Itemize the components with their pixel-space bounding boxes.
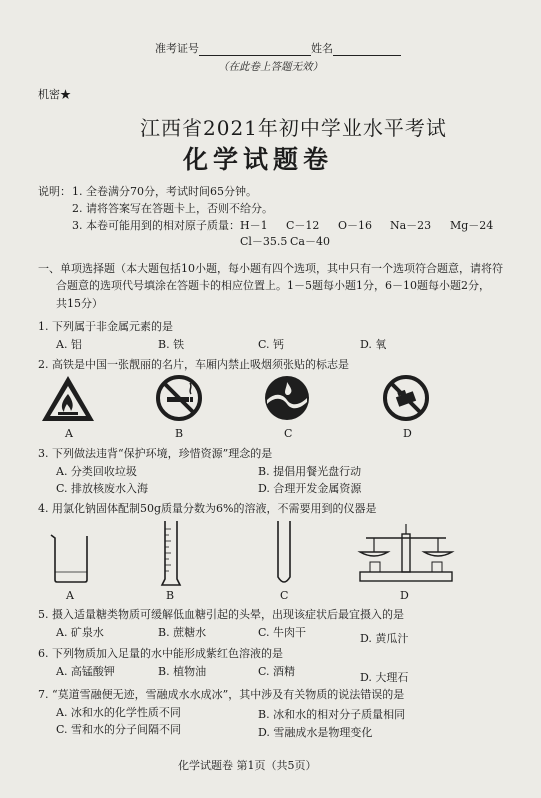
atom-cl: Cl－35.5: [240, 235, 288, 248]
name-blank: [333, 43, 401, 56]
q1-option-b: B. 铁: [158, 338, 185, 351]
q3-option-a: A. 分类回收垃圾: [56, 465, 137, 478]
q6-option-c: C. 酒精: [258, 665, 296, 678]
q1-option-a: A. 铝: [56, 338, 82, 351]
q3-option-b: B. 提倡用餐光盘行动: [258, 465, 362, 478]
q7-option-c: C. 雪和水的分子间隔不同: [56, 723, 182, 736]
q4-stem: 4. 用氯化钠固体配制50g质量分数为6%的溶液，不需要用到的仪器是: [38, 502, 377, 515]
atom-ca: Ca－40: [290, 235, 330, 248]
instruction-1: 1. 全卷满分70分，考试时间65分钟。: [72, 185, 257, 198]
instructions-lead: 说明：: [38, 185, 71, 198]
name-label: 姓名: [311, 42, 333, 55]
atom-mg: Mg－24: [450, 219, 494, 232]
q4-label-a: A: [66, 589, 74, 602]
q6-option-a: A. 高锰酸钾: [56, 665, 115, 678]
q6-stem: 6. 下列物质加入足量的水中能形成紫红色溶液的是: [38, 647, 283, 660]
answer-notice: （在此卷上答题无效）: [218, 61, 323, 73]
water-saving-icon: [263, 374, 311, 422]
q7-stem: 7. “莫道雪融便无迹，雪融成水水成冰”，其中涉及有关物质的说法错误的是: [38, 688, 405, 701]
q4-label-d: D: [400, 589, 409, 602]
no-smoking-icon: [155, 374, 203, 422]
q1-stem: 1. 下列属于非金属元素的是: [38, 320, 173, 333]
q5-stem: 5. 摄入适量糖类物质可缓解低血糖引起的头晕，出现该症状后最宜摄入的是: [38, 608, 404, 621]
beaker-icon: [48, 532, 94, 584]
section1-line2: 合题意的选项代号填涂在答题卡的相应位置上。1－5题每小题1分，6－10题每小题2分，: [56, 279, 490, 292]
q7-option-b: B. 冰和水的相对分子质量相同: [258, 708, 406, 721]
q5-option-d: D. 黄瓜汁: [360, 632, 409, 645]
exam-title: 江西省2021年初中学业水平考试: [140, 116, 447, 140]
q4-label-c: C: [280, 589, 289, 602]
q5-option-b: B. 蔗糖水: [158, 626, 207, 639]
q3-option-d: D. 合理开发金属资源: [258, 482, 362, 495]
q5-option-c: C. 牛肉干: [258, 626, 307, 639]
secret-mark: 机密★: [38, 88, 71, 101]
q2-stem: 2. 高铁是中国一张靓丽的名片，车厢内禁止吸烟须张贴的标志是: [38, 358, 349, 371]
instruction-2: 2. 请将答案写在答题卡上，否则不给分。: [72, 202, 273, 215]
q7-option-d: D. 雪融成水是物理变化: [258, 726, 373, 739]
exam-number-blank: [199, 43, 311, 56]
q7-option-a: A. 冰和水的化学性质不同: [56, 706, 181, 719]
exam-number-label: 准考证号: [155, 42, 199, 55]
q3-stem: 3. 下列做法违背“保护环境，珍惜资源”理念的是: [38, 447, 273, 460]
instruction-3: 3. 本卷可能用到的相对原子质量：H－1: [72, 219, 268, 232]
q2-label-c: C: [284, 427, 293, 440]
balance-scale-icon: [352, 520, 460, 584]
exam-number-row: [155, 40, 401, 56]
flammable-warning-icon: [40, 374, 96, 424]
atom-o: O－16: [338, 219, 373, 232]
q1-option-d: D. 氧: [360, 338, 387, 351]
no-litter-icon: [382, 374, 430, 422]
q3-option-c: C. 排放核废水入海: [56, 482, 149, 495]
section1-line3: 共15分）: [56, 297, 103, 310]
atom-na: Na－23: [390, 219, 432, 232]
q6-option-b: B. 植物油: [158, 665, 207, 678]
test-tube-icon: [274, 519, 294, 587]
page-footer: 化学试题卷 第1页（共5页）: [178, 759, 317, 772]
q2-label-a: A: [65, 427, 73, 440]
paper-title: 化学试题卷: [183, 145, 334, 174]
q5-option-a: A. 矿泉水: [56, 626, 104, 639]
q1-option-c: C. 钙: [258, 338, 285, 351]
q4-label-b: B: [166, 589, 175, 602]
graduated-cylinder-icon: [160, 519, 182, 587]
section1-line1: 一、单项选择题（本大题包括10小题，每小题有四个选项，其中只有一个选项符合题意，请将符: [38, 262, 503, 275]
q2-label-b: B: [175, 427, 184, 440]
atom-c: C－12: [286, 219, 320, 232]
q6-option-d: D. 大理石: [360, 671, 409, 684]
q2-label-d: D: [403, 427, 412, 440]
